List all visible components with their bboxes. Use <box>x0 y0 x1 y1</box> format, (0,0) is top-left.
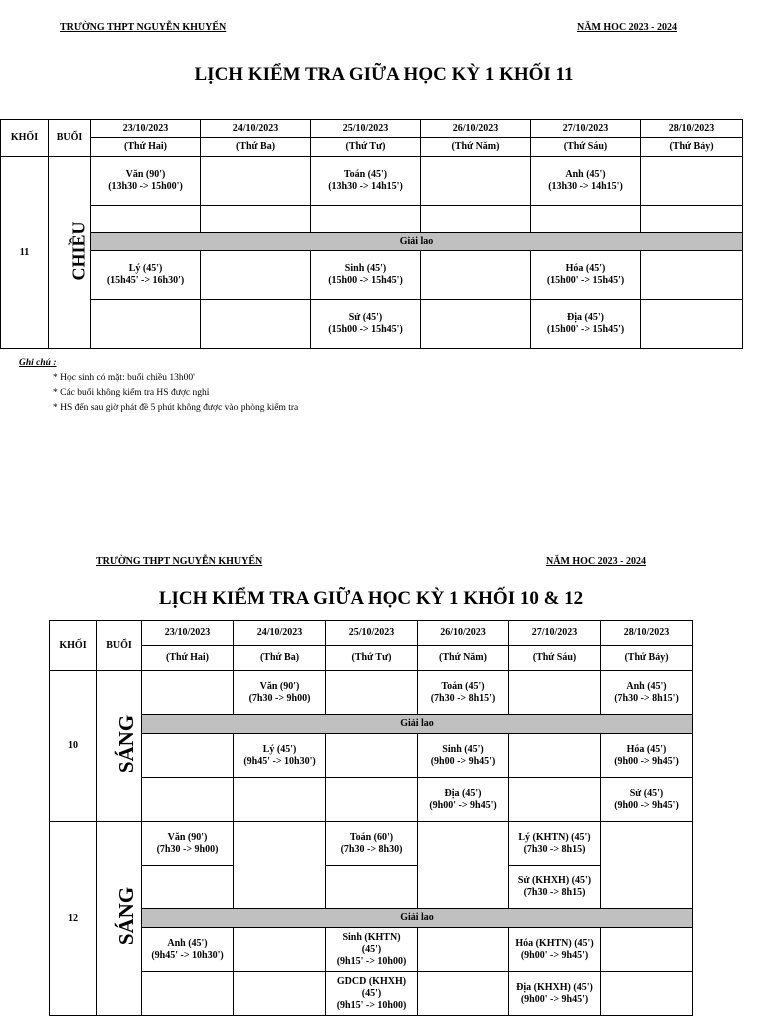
exam-row <box>1 157 743 206</box>
exam-cell <box>509 866 601 909</box>
date-header: 28/10/2023 <box>641 120 743 138</box>
note-item: * Các buổi không kiểm tra HS được nghỉ <box>53 388 210 398</box>
exam-subject: Sinh (45') <box>344 263 387 274</box>
notes-section <box>19 356 298 416</box>
exam-row <box>50 866 693 909</box>
exam-time: (7h30 -> 8h30) <box>340 843 403 855</box>
empty-cell <box>509 778 601 822</box>
exam-time: (15h00' -> 15h45') <box>546 324 625 335</box>
empty-cell <box>641 300 743 349</box>
empty-cell <box>421 206 531 233</box>
session-label: SÁNG <box>114 714 139 773</box>
exam-time: (13h30 -> 15h00') <box>108 181 183 192</box>
exam-subject: Địa (KHXH) (45') <box>516 981 593 993</box>
exam-time: (13h30 -> 14h15') <box>548 181 623 192</box>
exam-cell <box>326 972 418 1016</box>
empty-cell <box>601 928 693 972</box>
date-header: 25/10/2023 <box>311 120 421 138</box>
school-year: NĂM HOC 2023 - 2024 <box>546 556 646 567</box>
empty-cell <box>234 778 326 822</box>
weekday-header: (Thứ Hai) <box>91 138 201 157</box>
empty-cell <box>234 972 326 1016</box>
empty-cell <box>91 300 201 349</box>
weekday-header: (Thứ Tư) <box>311 138 421 157</box>
exam-cell <box>311 251 421 300</box>
exam-subject-duration: (45') <box>361 943 382 955</box>
exam-subject: Địa (45') <box>567 312 604 323</box>
exam-subject: Sử (45') <box>629 787 664 799</box>
exam-row <box>50 928 693 972</box>
date-header: 24/10/2023 <box>234 621 326 646</box>
schedule-table-grade-10-12 <box>49 620 693 1016</box>
empty-cell <box>509 671 601 715</box>
exam-cell <box>142 928 234 972</box>
exam-subject-duration: (45') <box>361 987 382 999</box>
empty-cell <box>641 206 743 233</box>
exam-row <box>50 822 693 866</box>
exam-cell <box>531 157 641 206</box>
empty-cell <box>421 300 531 349</box>
break-row <box>50 909 693 928</box>
empty-cell <box>641 251 743 300</box>
exam-time: (9h00' -> 9h45') <box>520 993 589 1005</box>
header-row-weekdays <box>50 646 693 671</box>
break-row <box>1 233 743 251</box>
exam-time: (9h00' -> 9h45') <box>429 799 497 811</box>
exam-subject: Hóa (45') <box>626 743 667 755</box>
empty-cell <box>421 251 531 300</box>
school-name: TRƯỜNG THPT NGUYỄN KHUYẾN <box>96 556 263 567</box>
empty-cell <box>418 822 509 909</box>
exam-row <box>50 972 693 1016</box>
weekday-header: (Thứ Ba) <box>201 138 311 157</box>
exam-time: (9h00 -> 9h45') <box>614 799 679 811</box>
weekday-header: (Thứ Sáu) <box>531 138 641 157</box>
exam-row <box>50 734 693 778</box>
break-row <box>50 715 693 734</box>
exam-subject: GDCD (KHXH) <box>336 975 407 987</box>
exam-time: (15h00' -> 15h45') <box>546 275 625 286</box>
weekday-header: (Thứ Năm) <box>421 138 531 157</box>
session-cell <box>97 822 142 1016</box>
exam-cell <box>531 251 641 300</box>
exam-subject: Hóa (KHTN) (45') <box>515 937 594 949</box>
empty-cell <box>201 251 311 300</box>
exam-row <box>1 300 743 349</box>
empty-cell <box>201 300 311 349</box>
empty-cell <box>142 972 234 1016</box>
exam-time: (7h30 -> 8h15) <box>523 843 586 855</box>
exam-cell <box>326 928 418 972</box>
header-row-dates <box>50 621 693 646</box>
exam-time: (9h00 -> 9h45') <box>430 755 496 767</box>
weekday-header: (Thứ Bảy) <box>601 646 693 671</box>
exam-row <box>50 671 693 715</box>
exam-time: (7h30 -> 9h00) <box>156 843 219 855</box>
header-row-weekdays <box>1 138 743 157</box>
empty-cell <box>418 972 509 1016</box>
exam-cell <box>234 671 326 715</box>
date-header: 27/10/2023 <box>509 621 601 646</box>
empty-cell <box>418 928 509 972</box>
exam-time: (7h30 -> 8h15') <box>614 692 679 704</box>
date-header: 28/10/2023 <box>601 621 693 646</box>
empty-cell <box>142 734 234 778</box>
exam-row <box>1 251 743 300</box>
exam-cell <box>418 671 509 715</box>
exam-subject: Hóa (45') <box>565 263 606 274</box>
date-header: 26/10/2023 <box>421 120 531 138</box>
grade-cell: 11 <box>1 157 49 349</box>
weekday-header: (Thứ Ba) <box>234 646 326 671</box>
page-title: LỊCH KIỂM TRA GIỮA HỌC KỲ 1 KHỐI 11 <box>194 64 574 85</box>
exam-subject: Sử (45') <box>348 312 383 323</box>
empty-cell <box>601 972 693 1016</box>
empty-cell <box>531 206 641 233</box>
empty-cell <box>326 734 418 778</box>
break-label: Giải lao <box>142 715 693 734</box>
exam-cell <box>601 734 693 778</box>
exam-subject: Sinh (KHTN) <box>342 931 401 943</box>
exam-cell <box>311 300 421 349</box>
exam-time: (9h00' -> 9h45') <box>520 949 589 961</box>
exam-cell <box>418 734 509 778</box>
exam-subject: Văn (90') <box>125 169 166 180</box>
school-name: TRƯỜNG THPT NGUYỄN KHUYẾN <box>60 22 227 33</box>
note-item: * HS đến sau giờ phát đề 5 phút không được vào phòng kiểm tra <box>53 403 299 413</box>
date-header: 23/10/2023 <box>91 120 201 138</box>
session-cell <box>49 157 91 349</box>
exam-subject: Lý (KHTN) (45') <box>518 831 591 843</box>
date-header: 24/10/2023 <box>201 120 311 138</box>
exam-cell <box>601 778 693 822</box>
grade-cell: 10 <box>50 671 97 822</box>
empty-cell <box>601 822 693 909</box>
empty-cell <box>201 206 311 233</box>
session-label: CHIỀU <box>68 220 89 281</box>
exam-cell <box>601 671 693 715</box>
exam-cell <box>234 734 326 778</box>
exam-cell <box>326 822 418 866</box>
empty-cell <box>641 157 743 206</box>
date-header: 26/10/2023 <box>418 621 509 646</box>
notes-title: Ghi chú : <box>19 358 57 368</box>
exam-subject: Anh (45') <box>626 680 667 692</box>
header-row-dates <box>1 120 743 138</box>
khoi-header: KHỐI <box>50 621 97 671</box>
empty-cell <box>326 778 418 822</box>
empty-cell <box>91 206 201 233</box>
exam-cell <box>142 822 234 866</box>
school-year: NĂM HOC 2023 - 2024 <box>577 22 677 33</box>
exam-cell <box>509 822 601 866</box>
exam-cell <box>509 972 601 1016</box>
exam-cell <box>418 778 509 822</box>
exam-cell <box>311 157 421 206</box>
exam-time: (15h00 -> 15h45') <box>328 324 403 335</box>
empty-cell <box>509 734 601 778</box>
session-cell <box>97 671 142 822</box>
empty-cell <box>142 671 234 715</box>
exam-subject: Toán (60') <box>349 831 394 843</box>
exam-time: (9h00 -> 9h45') <box>614 755 679 767</box>
page-title: LỊCH KIỂM TRA GIỮA HỌC KỲ 1 KHỐI 10 & 12 <box>158 588 584 609</box>
weekday-header: (Thứ Năm) <box>418 646 509 671</box>
exam-cell <box>531 300 641 349</box>
exam-time: (15h00 -> 15h45') <box>328 275 403 286</box>
schedule-table-grade-11 <box>0 119 743 349</box>
exam-time: (9h15' -> 10h00) <box>336 955 407 967</box>
exam-time: (9h45' -> 10h30') <box>243 755 316 767</box>
exam-cell <box>509 928 601 972</box>
empty-cell <box>142 866 234 909</box>
exam-row <box>1 206 743 233</box>
exam-subject: Lý (45') <box>128 263 163 274</box>
exam-subject: Văn (90') <box>167 831 208 843</box>
exam-row <box>50 778 693 822</box>
exam-subject: Lý (45') <box>262 743 297 755</box>
exam-time: (13h30 -> 14h15') <box>328 181 403 192</box>
exam-subject: Toán (45') <box>343 169 388 180</box>
weekday-header: (Thứ Tư) <box>326 646 418 671</box>
weekday-header: (Thứ Bảy) <box>641 138 743 157</box>
exam-time: (9h45' -> 10h30') <box>151 949 224 961</box>
empty-cell <box>326 671 418 715</box>
empty-cell <box>201 157 311 206</box>
empty-cell <box>421 157 531 206</box>
note-item: * Học sinh có mặt: buổi chiều 13h00' <box>53 373 195 383</box>
date-header: 23/10/2023 <box>142 621 234 646</box>
exam-subject: Toán (45') <box>441 680 485 692</box>
exam-time: (9h15' -> 10h00) <box>336 999 407 1011</box>
session-label: SÁNG <box>114 886 139 946</box>
break-label: Giải lao <box>142 909 693 928</box>
break-label: Giải lao <box>91 233 743 251</box>
empty-cell <box>142 778 234 822</box>
exam-time: (15h45' -> 16h30') <box>106 275 185 286</box>
exam-subject: Sinh (45') <box>442 743 484 755</box>
empty-cell <box>234 822 326 909</box>
empty-cell <box>234 928 326 972</box>
exam-time: (7h30 -> 9h00) <box>248 692 311 704</box>
exam-subject: Địa (45') <box>444 787 482 799</box>
empty-cell <box>326 866 418 909</box>
exam-cell <box>91 157 201 206</box>
exam-time: (7h30 -> 8h15) <box>523 887 586 898</box>
exam-cell <box>91 251 201 300</box>
khoi-header: KHỐI <box>1 120 49 157</box>
exam-subject: Văn (90') <box>259 680 300 692</box>
buoi-header: BUỔI <box>97 621 142 671</box>
exam-subject: Anh (45') <box>565 169 606 180</box>
exam-time: (7h30 -> 8h15') <box>430 692 496 704</box>
exam-subject: Anh (45') <box>167 937 208 949</box>
buoi-header: BUỔI <box>49 120 91 157</box>
date-header: 27/10/2023 <box>531 120 641 138</box>
date-header: 25/10/2023 <box>326 621 418 646</box>
weekday-header: (Thứ Hai) <box>142 646 234 671</box>
weekday-header: (Thứ Sáu) <box>509 646 601 671</box>
exam-subject: Sử (KHXH) (45') <box>517 875 592 886</box>
grade-cell: 12 <box>50 822 97 1016</box>
empty-cell <box>311 206 421 233</box>
